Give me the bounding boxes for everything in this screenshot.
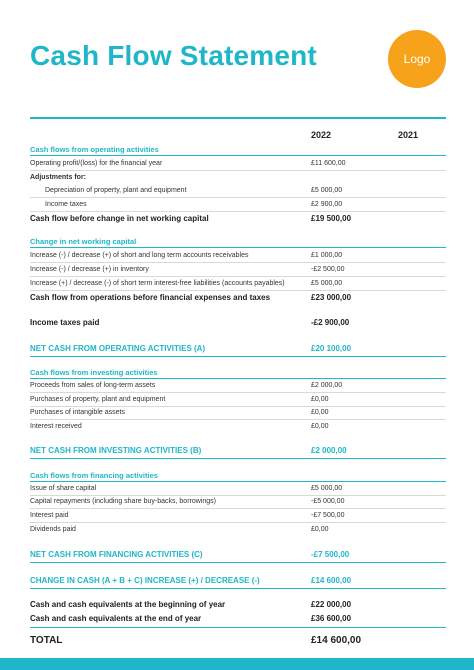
row-divider xyxy=(30,419,446,420)
row-divider xyxy=(30,508,446,509)
section-divider xyxy=(30,155,446,156)
row-divider xyxy=(30,211,446,212)
logo: Logo xyxy=(388,30,446,88)
section-divider xyxy=(30,588,446,589)
row-divider xyxy=(30,522,446,523)
row-divider xyxy=(30,290,446,291)
row-divider xyxy=(30,262,446,263)
title-divider xyxy=(30,117,446,119)
row-divider xyxy=(30,276,446,277)
row-divider xyxy=(30,406,446,407)
section-divider xyxy=(30,627,446,628)
row-divider xyxy=(30,495,446,496)
section-divider xyxy=(30,481,446,482)
column-header-2022: 2022 xyxy=(311,130,332,140)
section-divider xyxy=(30,356,446,357)
row-divider xyxy=(30,170,446,171)
column-header-2021: 2021 xyxy=(398,130,419,140)
page-title: Cash Flow Statement xyxy=(30,40,317,71)
section-divider xyxy=(30,458,446,459)
section-divider xyxy=(30,378,446,379)
row-divider xyxy=(30,392,446,393)
row-divider xyxy=(30,197,446,198)
bottom-bar xyxy=(0,658,474,670)
section-divider xyxy=(30,562,446,563)
section-divider xyxy=(30,247,446,248)
